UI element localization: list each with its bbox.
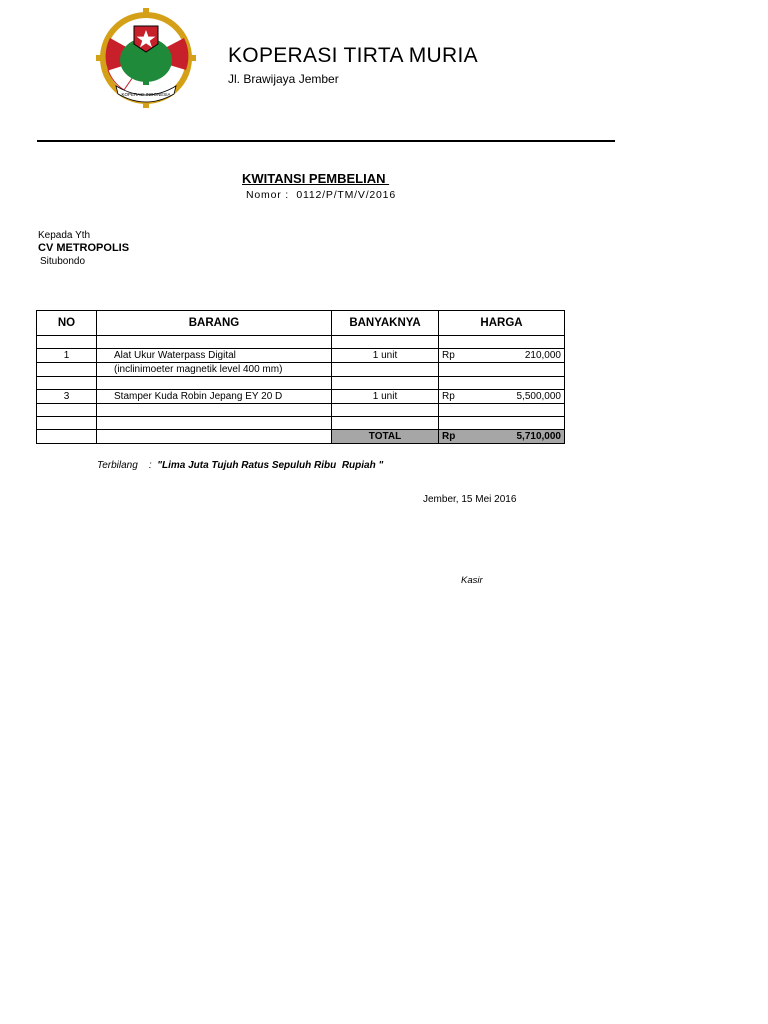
- table-row: [37, 417, 565, 430]
- recipient-name: CV METROPOLIS: [38, 242, 130, 254]
- amount-in-words-separator: :: [148, 460, 152, 471]
- row-no: [37, 404, 97, 417]
- row-qty: [332, 377, 439, 390]
- row-qty: [332, 417, 439, 430]
- organization-address: Jl. Brawijaya Jember: [228, 72, 339, 86]
- amount-in-words-label: Terbilang: [97, 460, 138, 471]
- row-price: [439, 349, 565, 363]
- table-row: [37, 336, 565, 349]
- place-and-date: Jember, 15 Mei 2016: [423, 494, 517, 505]
- header-no: NO: [37, 311, 97, 336]
- amount-in-words: [97, 460, 383, 471]
- row-price: [439, 336, 565, 349]
- row-qty: [332, 336, 439, 349]
- row-no: [37, 336, 97, 349]
- row-no: [37, 417, 97, 430]
- row-qty: [332, 404, 439, 417]
- table-row: [37, 349, 565, 363]
- row-no: 3: [37, 390, 97, 404]
- header-divider: [37, 140, 615, 142]
- row-no: 1: [37, 349, 97, 363]
- cashier-signature-label: Kasir: [461, 575, 483, 586]
- row-price: [439, 417, 565, 430]
- row-price: [439, 404, 565, 417]
- row-amount: 5,500,000: [516, 390, 561, 402]
- table-row: [37, 377, 565, 390]
- table-row: [37, 363, 565, 377]
- row-price: [439, 390, 565, 404]
- total-row: [37, 430, 565, 444]
- table-row: [37, 404, 565, 417]
- row-no: [37, 377, 97, 390]
- recipient-city: Situbondo: [40, 256, 86, 267]
- header-qty: BANYAKNYA: [332, 311, 439, 336]
- row-price: [439, 363, 565, 377]
- header-item: BARANG: [97, 311, 332, 336]
- row-item: [97, 336, 332, 349]
- row-item: [97, 417, 332, 430]
- row-item: (inclinimoeter magnetik level 400 mm): [97, 363, 332, 377]
- row-item: [97, 404, 332, 417]
- document-number-label: Nomor :: [246, 189, 289, 201]
- items-table: [36, 310, 565, 444]
- row-qty: [332, 363, 439, 377]
- total-label: TOTAL: [332, 430, 439, 444]
- total-currency: Rp: [442, 431, 456, 442]
- row-no: [37, 363, 97, 377]
- total-amount: 5,710,000: [516, 431, 561, 442]
- row-currency: Rp: [442, 349, 455, 361]
- koperasi-logo: [88, 8, 206, 108]
- document-number-value: 0112/P/TM/V/2016: [296, 189, 396, 201]
- document-number: [246, 189, 396, 201]
- total-empty-item: [97, 430, 332, 444]
- row-item: [97, 377, 332, 390]
- row-item: Stamper Kuda Robin Jepang EY 20 D: [97, 390, 332, 404]
- svg-text:KOPERASI INDONESIA: KOPERASI INDONESIA: [121, 92, 171, 97]
- row-price: [439, 377, 565, 390]
- recipient-label: Kepada Yth: [38, 230, 91, 241]
- row-qty: 1 unit: [332, 390, 439, 404]
- header-price: HARGA: [439, 311, 565, 336]
- amount-in-words-value: "Lima Juta Tujuh Ratus Sepuluh Ribu Rupiah ": [157, 460, 384, 471]
- total-empty-no: [37, 430, 97, 444]
- organization-name: KOPERASI TIRTA MURIA: [228, 44, 478, 67]
- total-price: [439, 430, 565, 444]
- row-currency: Rp: [442, 390, 455, 402]
- row-amount: 210,000: [524, 349, 561, 361]
- row-qty: 1 unit: [332, 349, 439, 363]
- table-row: [37, 390, 565, 404]
- document-title: KWITANSI PEMBELIAN: [242, 171, 390, 186]
- table-header-row: [37, 311, 565, 336]
- row-item: Alat Ukur Waterpass Digital: [97, 349, 332, 363]
